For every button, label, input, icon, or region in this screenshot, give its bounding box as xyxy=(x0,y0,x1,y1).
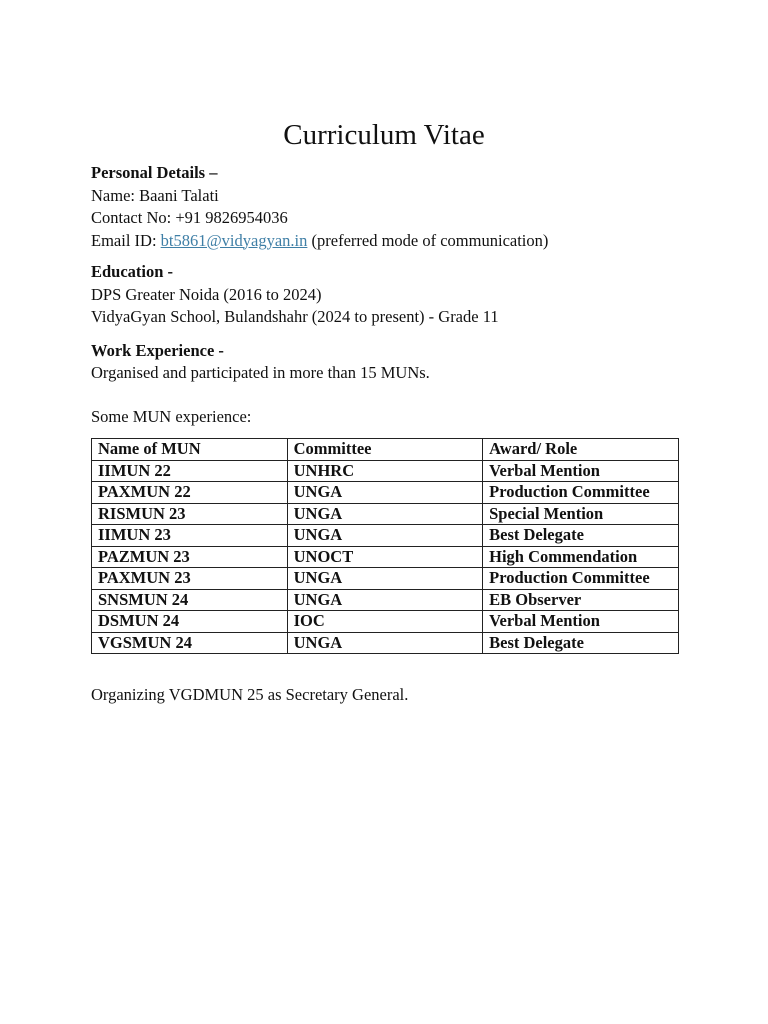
email-label: Email ID: xyxy=(91,230,161,250)
work-experience-text: Organised and participated in more than 15 MUNs. xyxy=(91,363,430,382)
mun-name-cell: PAXMUN 22 xyxy=(92,482,288,504)
committee-cell: UNGA xyxy=(287,482,483,504)
committee-cell: UNHRC xyxy=(287,460,483,482)
table-row xyxy=(92,546,679,568)
committee-cell: IOC xyxy=(287,611,483,633)
work-experience-heading: Work Experience - xyxy=(91,340,224,360)
table-row xyxy=(92,525,679,547)
mun-name-cell: PAXMUN 23 xyxy=(92,568,288,590)
committee-cell: UNGA xyxy=(287,568,483,590)
table-row xyxy=(92,632,679,654)
table-header-row xyxy=(92,439,679,461)
column-header-committee: Committee xyxy=(287,439,483,461)
committee-cell: UNGA xyxy=(287,632,483,654)
closing-statement: Organizing VGDMUN 25 as Secretary General. xyxy=(91,685,409,704)
award-cell: Verbal Mention xyxy=(483,460,679,482)
mun-name-cell: IIMUN 22 xyxy=(92,460,288,482)
award-cell: Best Delegate xyxy=(483,525,679,547)
award-cell: High Commendation xyxy=(483,546,679,568)
committee-cell: UNGA xyxy=(287,589,483,611)
mun-name-cell: DSMUN 24 xyxy=(92,611,288,633)
education-heading: Education - xyxy=(91,262,174,281)
table-row xyxy=(92,568,679,590)
email-note: (preferred mode of communication) xyxy=(307,230,549,250)
name-line: Name: Baani Talati xyxy=(91,185,219,205)
table-row xyxy=(92,589,679,611)
column-header-mun: Name of MUN xyxy=(92,439,288,461)
award-cell: Best Delegate xyxy=(483,632,679,654)
education-item: VidyaGyan School, Bulandshahr (2024 to present) - Grade 11 xyxy=(91,307,499,326)
award-cell: Verbal Mention xyxy=(483,611,679,633)
mun-name-cell: VGSMUN 24 xyxy=(92,632,288,654)
table-row xyxy=(92,503,679,525)
award-cell: Production Committee xyxy=(483,568,679,590)
mun-table xyxy=(91,438,679,654)
mun-name-cell: PAZMUN 23 xyxy=(92,546,288,568)
email-line xyxy=(91,230,681,253)
page-title: Curriculum Vitae xyxy=(283,119,485,151)
table-row xyxy=(92,482,679,504)
committee-cell: UNGA xyxy=(287,525,483,547)
column-header-award: Award/ Role xyxy=(483,439,679,461)
table-row xyxy=(92,611,679,633)
mun-name-cell: RISMUN 23 xyxy=(92,503,288,525)
mun-name-cell: SNSMUN 24 xyxy=(92,589,288,611)
mun-name-cell: IIMUN 23 xyxy=(92,525,288,547)
cv-content xyxy=(91,162,681,654)
mun-experience-intro: Some MUN experience: xyxy=(91,406,252,426)
education-item: DPS Greater Noida (2016 to 2024) xyxy=(91,284,322,304)
award-cell: EB Observer xyxy=(483,589,679,611)
committee-cell: UNGA xyxy=(287,503,483,525)
award-cell: Production Committee xyxy=(483,482,679,504)
award-cell: Special Mention xyxy=(483,503,679,525)
email-link[interactable]: bt5861@vidyagyan.in xyxy=(160,230,308,250)
contact-line: Contact No: +91 9826954036 xyxy=(91,208,288,227)
committee-cell: UNOCT xyxy=(287,546,483,568)
table-row xyxy=(92,460,679,482)
personal-details-heading: Personal Details – xyxy=(91,163,218,182)
